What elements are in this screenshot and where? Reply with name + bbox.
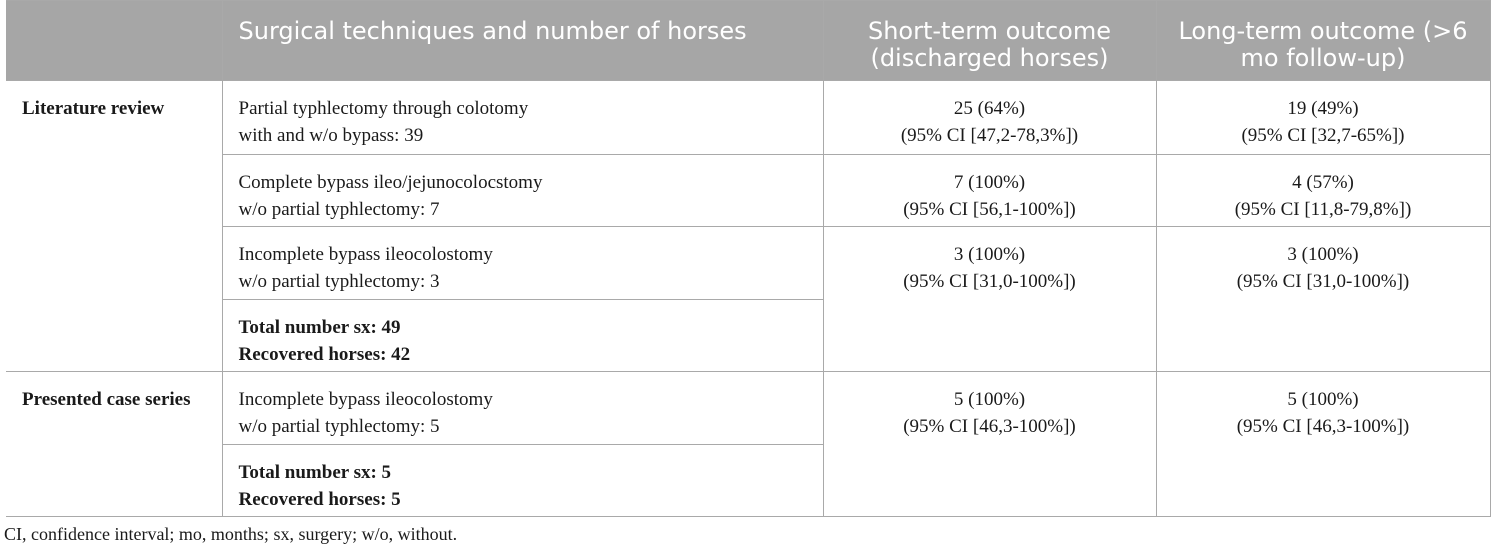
header-short-term [823,1,1156,81]
technique-line: w/o partial typhlectomy: 3 [238,271,440,292]
short-term-cell [823,155,1156,227]
short-term-value: 7 (100%) [953,172,1026,193]
technique-line: w/o partial typhlectomy: 5 [238,416,440,437]
header-long-term [1156,1,1490,81]
table-row [6,227,1490,300]
long-term-cell [1156,227,1490,372]
table-row [6,155,1490,227]
short-term-ci: (95% CI [31,0-100%]) [903,271,1076,292]
header-group-column [6,1,222,81]
short-term-value: 25 (64%) [953,98,1026,119]
long-term-value: 4 (57%) [1292,172,1354,193]
table-row [6,372,1490,445]
long-term-ci: (95% CI [11,8-79,8%]) [1234,199,1412,220]
technique-line: w/o partial typhlectomy: 7 [238,199,440,220]
long-term-value: 5 (100%) [1287,389,1359,410]
header-long-term-line2: (>6 mo follow-up) [1240,17,1468,72]
short-term-ci: (95% CI [47,2-78,3%]) [900,125,1079,146]
long-term-ci: (95% CI [32,7-65%]) [1241,125,1405,146]
technique-line: with and w/o bypass: 39 [238,125,424,146]
technique-cell [222,81,823,155]
long-term-ci: (95% CI [46,3-100%]) [1236,416,1410,437]
outcome-table [6,0,1491,517]
table-row [6,81,1490,155]
group-label-presented-case-series: Presented case series [6,372,222,517]
short-term-cell [823,81,1156,155]
total-cell [222,300,823,372]
recovered-horses: Recovered horses: 5 [238,489,401,510]
long-term-value: 19 (49%) [1287,98,1359,119]
recovered-horses: Recovered horses: 42 [238,344,411,365]
short-term-cell [823,372,1156,517]
technique-cell [222,155,823,227]
long-term-ci: (95% CI [31,0-100%]) [1236,271,1410,292]
table-footnote: CI, confidence interval; mo, months; sx, surgery; w/o, without. [4,524,458,544]
long-term-cell [1156,81,1490,155]
long-term-cell [1156,155,1490,227]
short-term-value: 5 (100%) [953,389,1026,410]
technique-line: Incomplete bypass ileocolostomy [238,244,493,265]
total-number-sx: Total number sx: 5 [238,462,392,483]
technique-line: Complete bypass ileo/jejunocolocstomy [238,172,543,193]
technique-line: Incomplete bypass ileocolostomy [238,389,493,410]
header-long-term-line1: Long-term outcome [1178,17,1416,45]
technique-cell [222,227,823,300]
short-term-cell [823,227,1156,372]
group-label-literature-review: Literature review [6,81,222,372]
technique-line: Partial typhlectomy through colotomy [238,98,529,119]
short-term-ci: (95% CI [46,3-100%]) [903,416,1076,437]
long-term-cell [1156,372,1490,517]
header-row [6,1,1490,81]
short-term-ci: (95% CI [56,1-100%]) [903,199,1076,220]
total-number-sx: Total number sx: 49 [238,317,401,338]
header-short-term-line1: Short-term outcome [867,17,1112,45]
header-techniques: Surgical techniques and number of horses [222,1,823,81]
technique-cell [222,372,823,445]
short-term-value: 3 (100%) [953,244,1026,265]
header-short-term-line2: (discharged horses) [870,44,1109,72]
total-cell [222,445,823,517]
long-term-value: 3 (100%) [1287,244,1359,265]
